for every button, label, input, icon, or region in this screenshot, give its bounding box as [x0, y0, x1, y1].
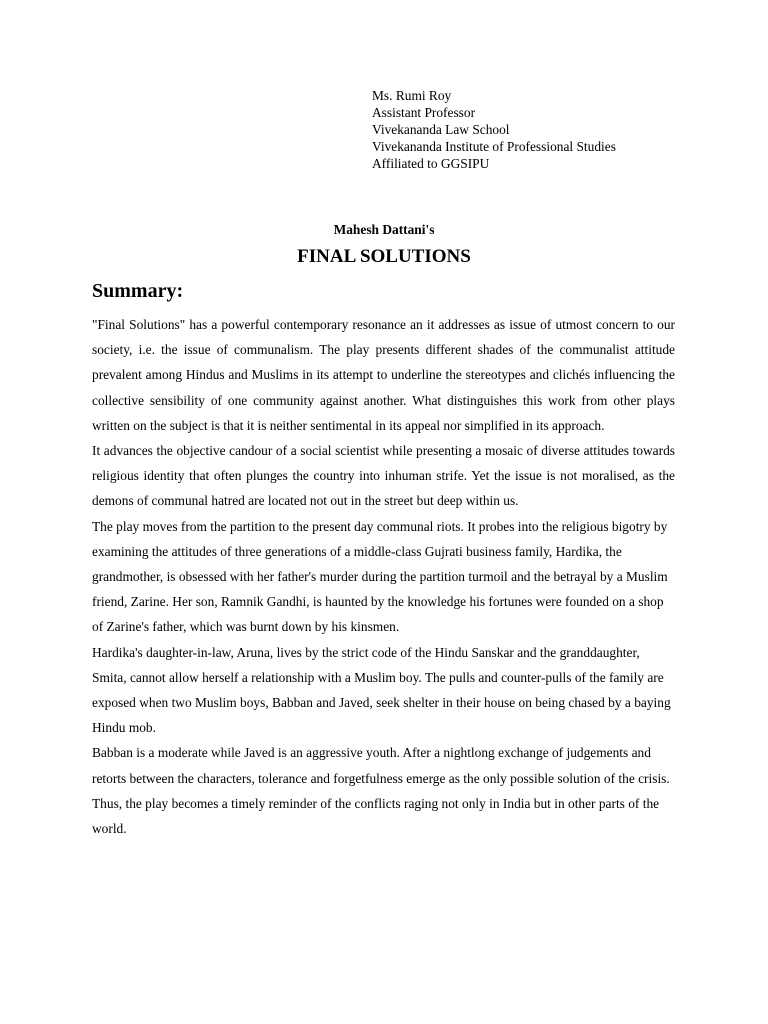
- author-block: [372, 88, 616, 173]
- author-name: Ms. Rumi Roy: [372, 88, 452, 103]
- paragraph-3: The play moves from the partition to the present day communal riots. It probes into the religious bigotry by examining the attitudes of three generations of a middle-class Gujrati business family, Hardika, the grandmother, is obsessed with her father's murder during the partition turmoil and the betrayal by a Muslim friend, Zarine. Her son, Ramnik Gandhi, is haunted by the knowledge his fortunes were founded on a shop of Zarine's father, which was burnt down by his kinsmen.: [92, 518, 668, 635]
- playwright-heading: Mahesh Dattani's: [333, 222, 435, 237]
- author-position: Assistant Professor: [372, 104, 476, 120]
- paragraph-2: It advances the objective candour of a social scientist while presenting a mosaic of diverse attitudes towards religious identity that often plunges the country into inhuman strife. Yet the issue is not moralised, as the demons of communal hatred are located not out in the street but deep within us.: [92, 443, 675, 509]
- paragraph-5: Babban is a moderate while Javed is an aggressive youth. After a nightlong exchange of judgements and retorts between the characters, tolerance and forgetfulness emerge as the only possible solution of the crisis. Thus, the play becomes a timely reminder of the conflicts raging not only in India but in other parts of the world.: [92, 745, 670, 837]
- author-affiliation: Affiliated to GGSIPU: [372, 155, 490, 171]
- author-institute: Vivekananda Institute of Professional Studies: [372, 138, 616, 154]
- page-title: FINAL SOLUTIONS: [297, 246, 471, 267]
- author-school: Vivekananda Law School: [372, 121, 510, 137]
- summary-body: [92, 312, 675, 841]
- paragraph-1: "Final Solutions" has a powerful contemporary resonance an it addresses as issue of utmost concern to our society, i.e. the issue of communalism. The play presents different shades of the communalist attitude prevalent among Hindus and Muslims in its attempt to underline the stereotypes and clichés influencing the collective sensibility of one community against another. What distinguishes this work from other plays written on the subject is that it is neither sentimental in its appeal nor simplified in its approach.: [92, 317, 675, 433]
- summary-heading: Summary:: [92, 280, 184, 302]
- paragraph-4: Hardika's daughter-in-law, Aruna, lives by the strict code of the Hindu Sanskar and the granddaughter, Smita, cannot allow herself a relationship with a Muslim boy. The pulls and counter-pulls of the family are exposed when two Muslim boys, Babban and Javed, seek shelter in their house on being chased by a baying Hindu mob.: [92, 644, 671, 736]
